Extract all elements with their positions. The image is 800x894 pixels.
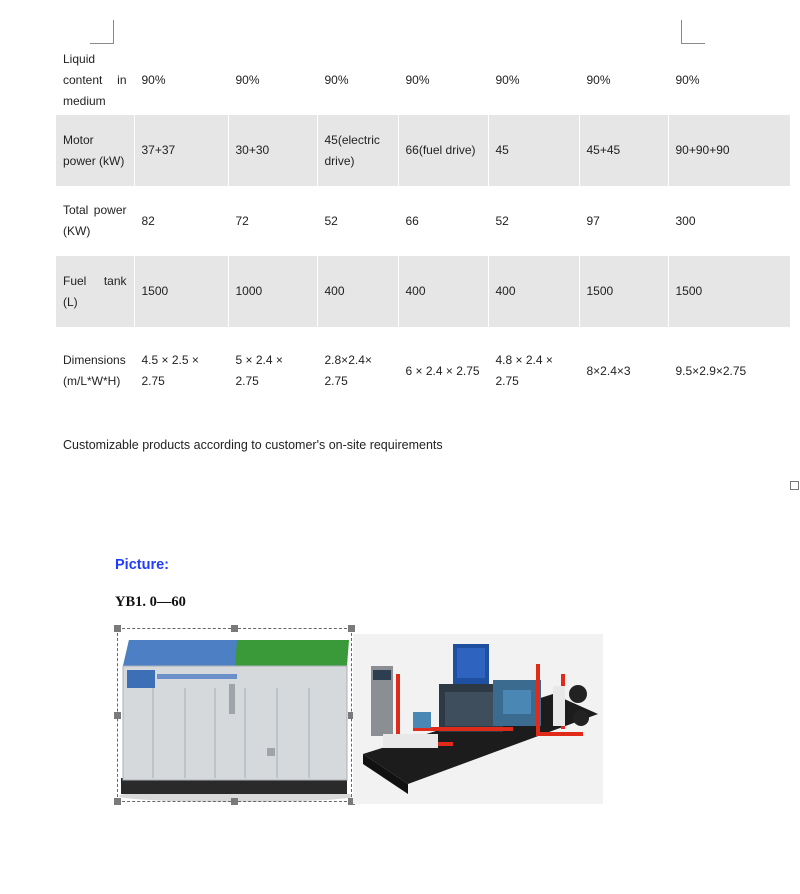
cell: 97 <box>579 186 668 256</box>
resize-handle[interactable] <box>114 712 121 719</box>
cell: 4.8 × 2.4 × 2.75 <box>488 327 579 415</box>
row-fuel-tank <box>56 256 790 327</box>
customization-note: Customizable products according to customer's on-site requirements <box>63 438 443 452</box>
row-label: Dimensions (m/L*W*H) <box>63 353 126 388</box>
cell: 300 <box>668 186 790 256</box>
model-label: YB1. 0—60 <box>115 594 186 610</box>
crop-mark-top-left <box>90 20 114 44</box>
resize-handle[interactable] <box>231 798 238 805</box>
cell: 90% <box>228 46 317 115</box>
cell: 90% <box>488 46 579 115</box>
crop-mark-top-right <box>681 20 705 44</box>
cell: 45(electric drive) <box>317 115 398 186</box>
cell: 90% <box>134 46 228 115</box>
cell: 52 <box>488 186 579 256</box>
row-label: Liquid content in medium <box>63 52 127 108</box>
resize-handle[interactable] <box>348 625 355 632</box>
row-total-power <box>56 186 790 256</box>
cell: 8×2.4×3 <box>579 327 668 415</box>
row-label: Motor power (kW) <box>56 115 134 186</box>
resize-handle[interactable] <box>114 798 121 805</box>
cell: 30+30 <box>228 115 317 186</box>
cell: 72 <box>228 186 317 256</box>
cell: 1500 <box>579 256 668 327</box>
row-label: Total power (KW) <box>63 203 127 238</box>
cell: 1500 <box>668 256 790 327</box>
cell: 66(fuel drive) <box>398 115 488 186</box>
cell: 52 <box>317 186 398 256</box>
cell: 90+90+90 <box>668 115 790 186</box>
cell: 6 × 2.4 × 2.75 <box>398 327 488 415</box>
paragraph-mark-icon <box>790 481 799 490</box>
cell: 82 <box>134 186 228 256</box>
cell: 45+45 <box>579 115 668 186</box>
cell: 37+37 <box>134 115 228 186</box>
cell: 90% <box>668 46 790 115</box>
specifications-table <box>56 46 790 415</box>
cell: 90% <box>579 46 668 115</box>
row-label: Fuel tank (L) <box>56 256 134 327</box>
row-motor-power <box>56 115 790 186</box>
generator-enclosure-photo[interactable] <box>117 628 352 802</box>
cell: 5 × 2.4 × 2.75 <box>228 327 317 415</box>
cell: 400 <box>317 256 398 327</box>
resize-handle[interactable] <box>114 625 121 632</box>
cell: 45 <box>488 115 579 186</box>
resize-handle[interactable] <box>231 625 238 632</box>
pump-skid-render <box>353 634 603 804</box>
cell: 2.8×2.4× 2.75 <box>317 327 398 415</box>
row-dimensions <box>56 327 790 415</box>
cell: 1500 <box>134 256 228 327</box>
cell: 400 <box>488 256 579 327</box>
cell: 1000 <box>228 256 317 327</box>
cell: 400 <box>398 256 488 327</box>
row-liquid-content <box>56 46 790 115</box>
cell: 9.5×2.9×2.75 <box>668 327 790 415</box>
cell: 66 <box>398 186 488 256</box>
cell: 4.5 × 2.5 × 2.75 <box>134 327 228 415</box>
picture-heading: Picture: <box>115 557 169 573</box>
cell: 90% <box>317 46 398 115</box>
cell: 90% <box>398 46 488 115</box>
